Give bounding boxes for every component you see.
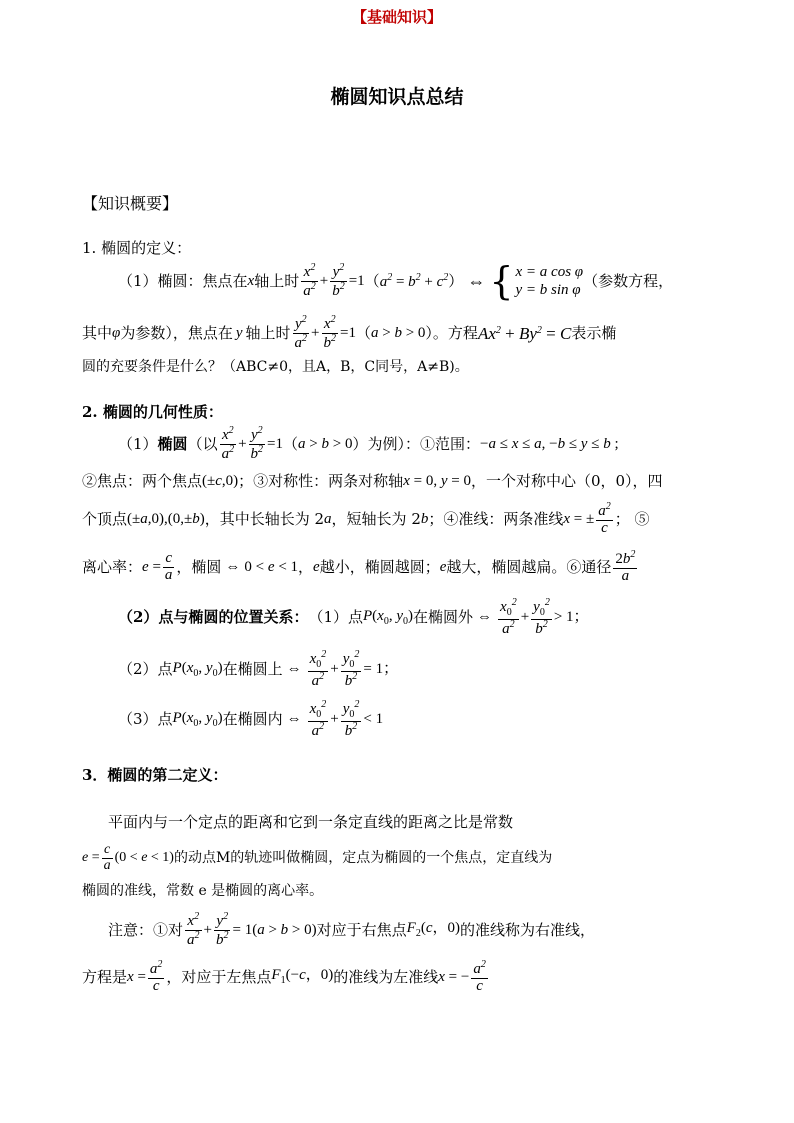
formula-a2-b2-c2: $a^2 = b^2 + c^2$ — [379, 271, 449, 290]
text: ； ⑤ — [614, 509, 650, 528]
text: 表示椭 — [571, 323, 617, 342]
var-x: x — [247, 272, 255, 289]
text: 注意：①对 — [108, 920, 184, 939]
text: （2）点与椭圆的位置关系： — [118, 608, 309, 627]
text: 在椭圆内 — [222, 710, 283, 729]
text: 椭圆 — [157, 434, 188, 453]
text: （ — [355, 323, 371, 342]
page-title: 椭圆知识点总结 — [330, 86, 464, 108]
position-line-1: （2）点与椭圆的位置关系： （1）点 $P(x_0$, $y_0$) 在椭圆外 ⇔ $\frac{x_0^2}{a^2}$ + $\frac{y_0^2}{b^2}$ > 1； — [118, 597, 589, 637]
position-line-2: （2）点 $P(x_0$, $y_0$) 在椭圆上 ⇔ $\frac{x_0^2}{a^2}$ + $\frac{y_0^2}{b^2}$ = 1； — [118, 649, 399, 689]
text: （以 — [187, 434, 218, 453]
point-p: $P(x_0$, $y_0$) — [363, 607, 414, 627]
text: 的准线称为右准线， — [460, 920, 596, 939]
text: 其中 — [82, 323, 113, 342]
text: ，一个对称中心（0，0），四 — [470, 472, 663, 490]
note-line-2: 方程是 x = $\frac{a^2}{c}$ ，对应于左焦点 $F_1(-c$，0) 的准线为左准线 x = − $\frac{a^2}{c}$ — [82, 959, 486, 994]
definition-line-1: （1）椭圆：焦点在 x 轴上时 $\frac{x^2}{a^2}$ + $\frac{y^2}{b^2}$ =1 （ $a^2 = b^2 + c^2$ ） ⇔ { x = a cos φ y = b sin φ （参数方程， — [118, 259, 674, 303]
text: ）。方程 — [425, 323, 478, 342]
page-header-label: 【基础知识】 — [351, 8, 442, 26]
text: 越大，椭圆越扁。⑥通径 — [446, 557, 612, 576]
property-line-3: 个顶点 (±a,0),(0,±b) ，其中长轴长为 2 a ，短轴长为 2 b ；④准线：两条准线 x = ± $\frac{a^2}{c}$ ； ⑤ — [82, 501, 650, 536]
text: （2）点 — [118, 660, 173, 679]
property-line-2 — [82, 474, 663, 489]
left-focus: $F_1(-c$，0) — [271, 967, 334, 987]
text: （参数方程， — [583, 271, 674, 290]
formula-ax2-by2-c: $Ax^2 + By^2 = C$ — [477, 323, 572, 343]
text: 轴上时 — [254, 271, 300, 290]
frac-x2-a2: $\frac{x^2}{a^2}$ — [303, 261, 316, 299]
text: ；③对称性：两条对称轴 — [238, 472, 404, 490]
overview-heading: 【知识概要】 — [82, 194, 179, 213]
text: ；④准线：两条准线 — [428, 509, 564, 528]
text: 的准线为左准线 — [333, 967, 439, 986]
text: 的动点M的轨迹叫做椭圆，定点为椭圆的一个焦点，定直线为 — [173, 850, 553, 867]
vertices-formula: (±a,0),(0,±b) — [127, 510, 205, 527]
frac-c-a: $\frac{c}{a}$ — [164, 550, 173, 583]
frac-a2-c: $\frac{a^2}{c}$ — [598, 501, 611, 536]
frac-y2-a2: $\frac{y^2}{a^2}$ — [294, 314, 308, 351]
text: 离心率： — [82, 557, 143, 576]
second-def-line-2: e = $\frac{c}{a}$ (0 < e < 1) 的动点M的轨迹叫做椭圆，定点为椭圆的一个焦点，定直线为 — [82, 842, 553, 873]
second-def-line-1: 平面内与一个定点的距离和它到一条定直线的距离之比是常数 — [108, 813, 514, 831]
frac-2b2-a: $\frac{2b^2}{a}$ — [615, 549, 636, 584]
axes-formula: x = 0, y = 0 — [403, 473, 471, 489]
text: ， — [298, 557, 314, 576]
text: 为参数），焦点在 — [120, 323, 233, 342]
parametric-equations: x = a cos φ y = b sin φ — [515, 264, 584, 298]
section-1-heading: 1. 椭圆的定义： — [82, 239, 192, 257]
text: ） — [448, 271, 464, 290]
text: 方程是 — [82, 967, 128, 986]
frac-x2-b2: $\frac{x^2}{b^2}$ — [323, 314, 336, 351]
text: ，椭圆 — [176, 557, 222, 576]
frac-y2-b2: $\frac{y^2}{b^2}$ — [332, 261, 345, 299]
text: 在椭圆上 — [222, 660, 283, 679]
text: ，短轴长为 2 — [331, 509, 421, 528]
frac-c-a: $\frac{c}{a}$ — [103, 842, 111, 873]
right-focus: $F_2(c$，0) — [406, 920, 460, 940]
definition-line-2: 其中 φ 为参数），焦点在 y 轴上时 $\frac{y^2}{a^2}$ + $\frac{x^2}{b^2}$ =1 （ a > b > 0 ）。方程 $Ax^2 + By^2 = C$ 表示椭 — [82, 314, 617, 351]
second-def-line-3: 椭圆的准线，常数 e 是椭圆的离心率。 — [82, 883, 324, 899]
text: （3）点 — [118, 710, 173, 729]
condition-a-b-0: a > b > 0 — [370, 324, 426, 341]
text: 对应于右焦点 — [316, 920, 407, 939]
text: （1）点 — [308, 608, 363, 627]
left-brace: { — [489, 259, 514, 303]
section-3-heading: 3．椭圆的第二定义： — [82, 766, 228, 784]
text: ，对应于左焦点 — [166, 967, 272, 986]
text: ②焦点：两个焦点 — [82, 472, 203, 490]
frac-y2-b2: $\frac{y^2}{b^2}$ — [250, 425, 264, 462]
text: ，其中长轴长为 2 — [204, 509, 325, 528]
var-phi: φ — [112, 324, 121, 341]
text: 个顶点 — [82, 509, 128, 528]
property-line-1: （1） 椭圆 （以 $\frac{x^2}{a^2}$ + $\frac{y^2}{b^2}$ =1 （ a > b > 0 ）为例）：①范围： −a ≤ x ≤ a, −b ≤ y ≤ b ; — [118, 425, 619, 462]
property-line-4: 离心率： e = $\frac{c}{a}$ ，椭圆 ⇔ 0 < e < 1 ， e 越小，椭圆越圆； e 越大，椭圆越扁。⑥通径 $\frac{2b^2}{a}$ — [82, 549, 636, 584]
text: ）为例）：①范围： — [352, 434, 480, 453]
text: （1）椭圆：焦点在 — [118, 271, 248, 290]
definition-line-3: 圆的充要条件是什么？（ABC≠0，且A，B，C同号，A≠B)。 — [82, 359, 469, 375]
text: 在椭圆外 — [413, 608, 474, 627]
text: 轴上时 — [245, 323, 291, 342]
range-formula: −a ≤ x ≤ a, −b ≤ y ≤ b ; — [479, 435, 619, 452]
section-2-heading: 2. 椭圆的几何性质： — [82, 403, 223, 421]
text: 越小，椭圆越圆； — [319, 557, 440, 576]
text: （ — [283, 434, 299, 453]
position-line-3: （3）点 $P(x_0$, $y_0$) 在椭圆内 ⇔ $\frac{x_0^2}{a^2}$ + $\frac{y_0^2}{b^2}$ < 1 — [118, 699, 384, 739]
frac-x2-a2: $\frac{x^2}{a^2}$ — [221, 425, 235, 462]
text: （ — [364, 271, 380, 290]
note-line-1: 注意：①对 $\frac{x^2}{a^2}$ + $\frac{y^2}{b^2}$ = 1(a > b > 0) 对应于右焦点 $F_2(c$，0) 的准线称为右准线， — [108, 911, 596, 948]
text: （1） — [118, 434, 158, 453]
foci-formula: (±c,0) — [202, 473, 239, 489]
